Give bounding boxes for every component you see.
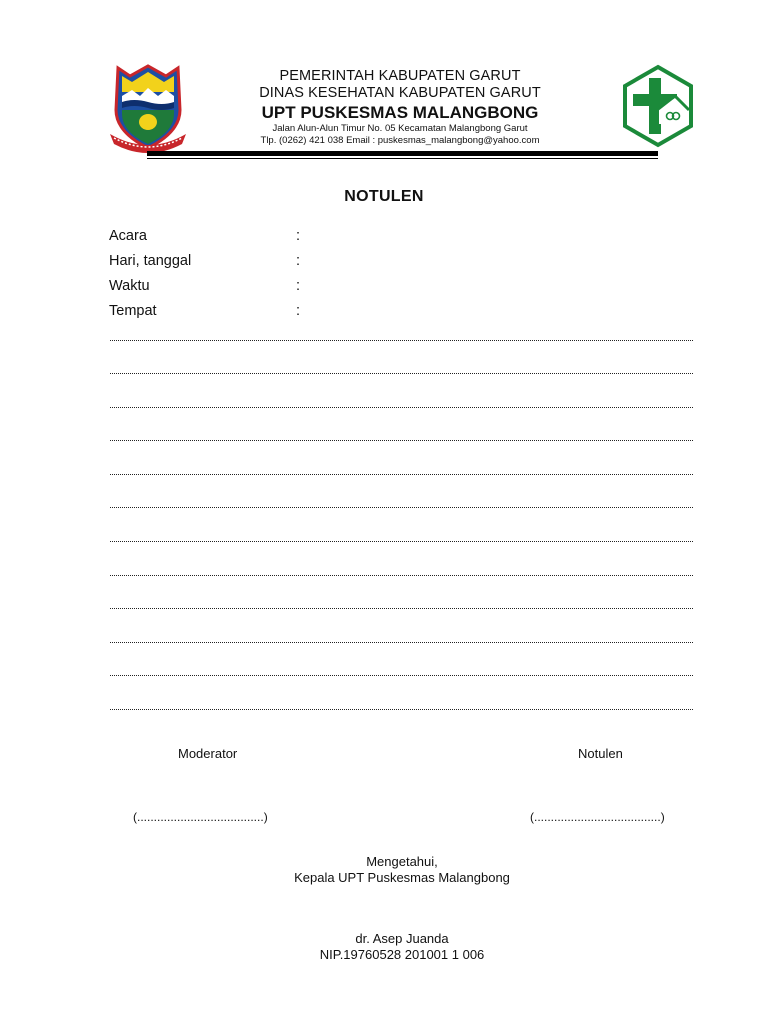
moderator-label: Moderator xyxy=(178,746,238,761)
field-colon: : xyxy=(296,228,301,244)
field-colon: : xyxy=(296,278,301,294)
dotted-line xyxy=(110,675,693,676)
moderator-signature-blank: (......................................) xyxy=(133,810,268,824)
dotted-line xyxy=(110,575,693,576)
department-name: DINAS KESEHATAN KABUPATEN GARUT xyxy=(259,85,541,101)
approval-label: Mengetahui, xyxy=(366,854,438,869)
notulen-label: Notulen xyxy=(578,746,623,761)
document-title: NOTULEN xyxy=(344,188,424,205)
institution-contact: Tlp. (0262) 421 038 Email : puskesmas_malangbong@yahoo.com xyxy=(260,135,540,146)
notulen-signature-blank: (......................................) xyxy=(530,810,665,824)
field-colon: : xyxy=(296,253,301,269)
puskesmas-logo-icon xyxy=(621,64,695,148)
approver-name: dr. Asep Juanda xyxy=(355,931,449,946)
garut-regency-emblem-icon xyxy=(108,62,188,154)
dotted-line xyxy=(110,608,693,609)
government-name: PEMERINTAH KABUPATEN GARUT xyxy=(279,68,521,84)
dotted-line xyxy=(110,373,693,374)
institution-name: UPT PUSKESMAS MALANGBONG xyxy=(261,103,539,122)
institution-address: Jalan Alun-Alun Timur No. 05 Kecamatan Malangbong Garut xyxy=(272,123,528,134)
letterhead xyxy=(190,68,610,147)
dotted-line xyxy=(110,474,693,475)
field-label-hari-tanggal: Hari, tanggal xyxy=(109,253,192,269)
dotted-line xyxy=(110,541,693,542)
dotted-line xyxy=(110,709,693,710)
header-divider-thin xyxy=(147,158,658,159)
approval-position: Kepala UPT Puskesmas Malangbong xyxy=(294,870,510,885)
field-label-acara: Acara xyxy=(109,228,147,244)
field-colon: : xyxy=(296,303,301,319)
dotted-line xyxy=(110,642,693,643)
dotted-line xyxy=(110,507,693,508)
approver-nip: NIP.19760528 201001 1 006 xyxy=(319,947,485,962)
header-divider-thick xyxy=(147,151,658,156)
field-label-waktu: Waktu xyxy=(109,278,150,294)
field-label-tempat: Tempat xyxy=(109,303,157,319)
dotted-line xyxy=(110,407,693,408)
dotted-line xyxy=(110,440,693,441)
dotted-line xyxy=(110,340,693,341)
